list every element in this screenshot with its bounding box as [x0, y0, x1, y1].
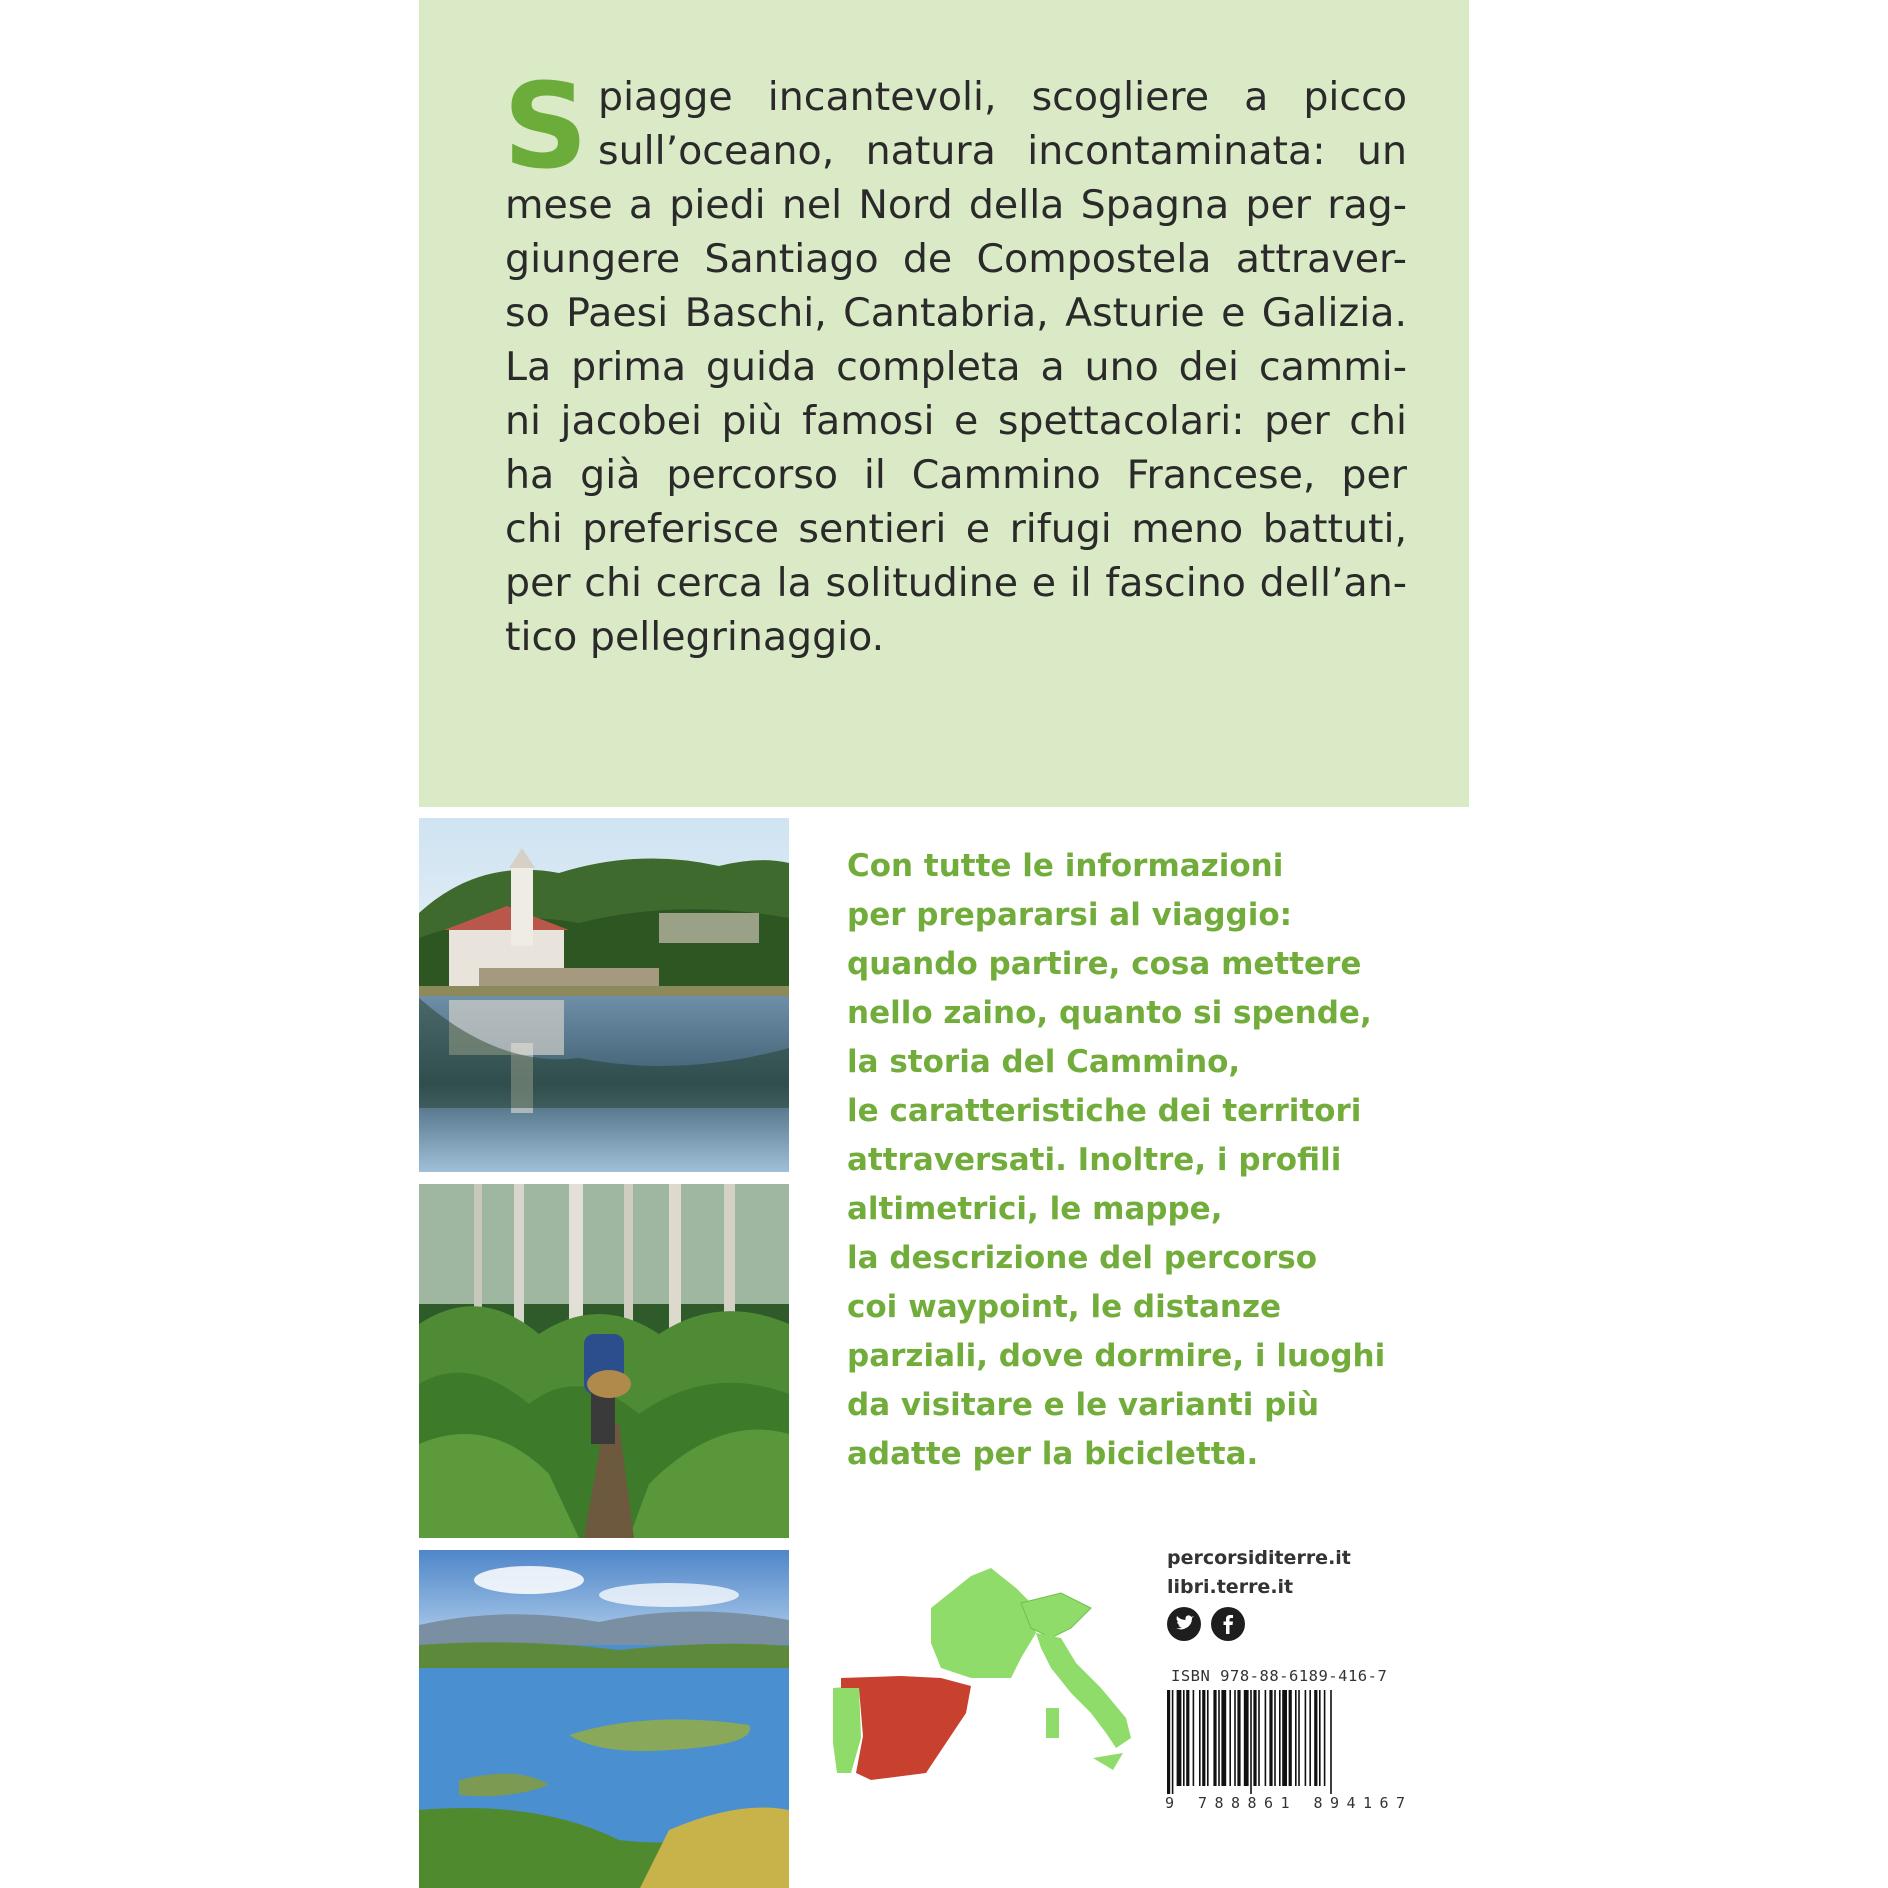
barcode-bar	[1269, 1690, 1272, 1786]
intro-line: per chi cerca la solitudine e il fascino dell’an-	[505, 560, 1407, 606]
map-france	[931, 1568, 1036, 1678]
features-line: da visitare e le varianti più	[847, 1387, 1320, 1423]
barcode-bar	[1265, 1690, 1267, 1786]
intro-line: tico pellegrinaggio.	[505, 614, 885, 660]
features-line: nello zaino, quanto si spende,	[847, 995, 1372, 1031]
barcode-bar	[1199, 1690, 1201, 1786]
barcode-bar	[1282, 1690, 1287, 1786]
barcode-bar	[1258, 1690, 1260, 1786]
intro-panel	[419, 0, 1469, 807]
barcode-bar	[1183, 1690, 1185, 1786]
map-sardinia	[1046, 1708, 1059, 1738]
intro-line: La prima guida completa a uno dei cammi-	[505, 344, 1407, 390]
features-line: parziali, dove dormire, i luoghi	[847, 1338, 1386, 1374]
barcode-bar	[1330, 1690, 1332, 1794]
intro-line: giungere Santiago de Compostela attraver-	[505, 236, 1407, 282]
intro-line: sull’oceano, natura incontaminata: un	[598, 128, 1407, 174]
barcode-bar	[1193, 1690, 1195, 1786]
barcode-bar	[1324, 1690, 1326, 1786]
book-back-cover	[419, 0, 1469, 1888]
barcode-bar	[1289, 1690, 1292, 1786]
features-line: altimetrici, le mappe,	[847, 1191, 1223, 1227]
barcode-bar	[1237, 1690, 1240, 1786]
barcode-bar	[1167, 1690, 1170, 1794]
intro-line: ha già percorso il Cammino Francese, per	[505, 452, 1407, 498]
features-text	[847, 842, 1427, 1479]
isbn-label: ISBN 978-88-6189-416-7	[1171, 1667, 1388, 1685]
drop-cap: S	[503, 57, 588, 195]
intro-line: so Paesi Baschi, Cantabria, Asturie e Galizia.	[505, 290, 1407, 336]
map-sicily	[1093, 1753, 1123, 1770]
barcode-bar	[1234, 1690, 1236, 1786]
barcode-digits: 9 788861 894167	[1165, 1794, 1405, 1812]
features-line: Con tutte le informazioni	[847, 848, 1284, 884]
barcode-bar	[1250, 1690, 1252, 1794]
intro-line: mese a piedi nel Nord della Spagna per rag-	[505, 182, 1407, 228]
barcode-bar	[1298, 1690, 1300, 1786]
barcode-bar	[1314, 1690, 1317, 1786]
barcode-bar	[1279, 1690, 1281, 1786]
barcode-bar	[1186, 1690, 1189, 1786]
features-line: la storia del Cammino,	[847, 1044, 1241, 1080]
barcode-bar	[1218, 1690, 1220, 1786]
barcode-bar	[1253, 1690, 1256, 1786]
social-icons	[1167, 1607, 1245, 1643]
features-line: per prepararsi al viaggio:	[847, 897, 1293, 933]
intro-text	[503, 57, 1407, 664]
features-line: quando partire, cosa mettere	[847, 946, 1362, 982]
barcode-bar	[1202, 1690, 1205, 1786]
barcode-bar	[1309, 1690, 1311, 1786]
barcode-bar	[1229, 1690, 1231, 1786]
barcode-bar	[1213, 1690, 1216, 1786]
intro-line: chi preferisce sentieri e rifugi meno battuti,	[505, 506, 1407, 552]
website-link[interactable]: libri.terre.it	[1167, 1576, 1294, 1598]
twitter-bird-icon[interactable]	[1167, 1607, 1201, 1641]
features-line: attraversati. Inoltre, i profili	[847, 1142, 1342, 1178]
forest-pilgrim-photo	[419, 1184, 789, 1538]
isbn-barcode	[1163, 1688, 1409, 1812]
barcode-bar	[1244, 1690, 1249, 1786]
publisher-links	[1167, 1544, 1351, 1602]
barcode-bar	[1274, 1690, 1276, 1786]
facebook-f-icon[interactable]	[1211, 1607, 1245, 1641]
barcode-bar	[1305, 1690, 1307, 1786]
barcode-bar	[1221, 1690, 1226, 1786]
barcode-bar	[1172, 1690, 1174, 1794]
estuary-landscape-photo	[419, 1550, 789, 1888]
barcode-bar	[1295, 1690, 1297, 1786]
features-line: adatte per la bicicletta.	[847, 1436, 1259, 1472]
church-reflection-photo	[419, 818, 789, 1172]
features-line: coi waypoint, le distanze	[847, 1289, 1282, 1325]
website-link[interactable]: percorsiditerre.it	[1167, 1547, 1351, 1569]
intro-line: piagge incantevoli, scogliere a picco	[598, 74, 1407, 120]
barcode-bar	[1319, 1690, 1321, 1786]
europe-map	[831, 1548, 1141, 1788]
barcode-bar	[1207, 1690, 1209, 1786]
features-line: la descrizione del percorso	[847, 1240, 1317, 1276]
photo-column	[419, 818, 789, 1888]
features-line: le caratteristiche dei territori	[847, 1093, 1362, 1129]
map-portugal	[833, 1686, 861, 1773]
intro-line: ni jacobei più famosi e spettacolari: per chi	[505, 398, 1407, 444]
barcode-bar	[1177, 1690, 1182, 1786]
